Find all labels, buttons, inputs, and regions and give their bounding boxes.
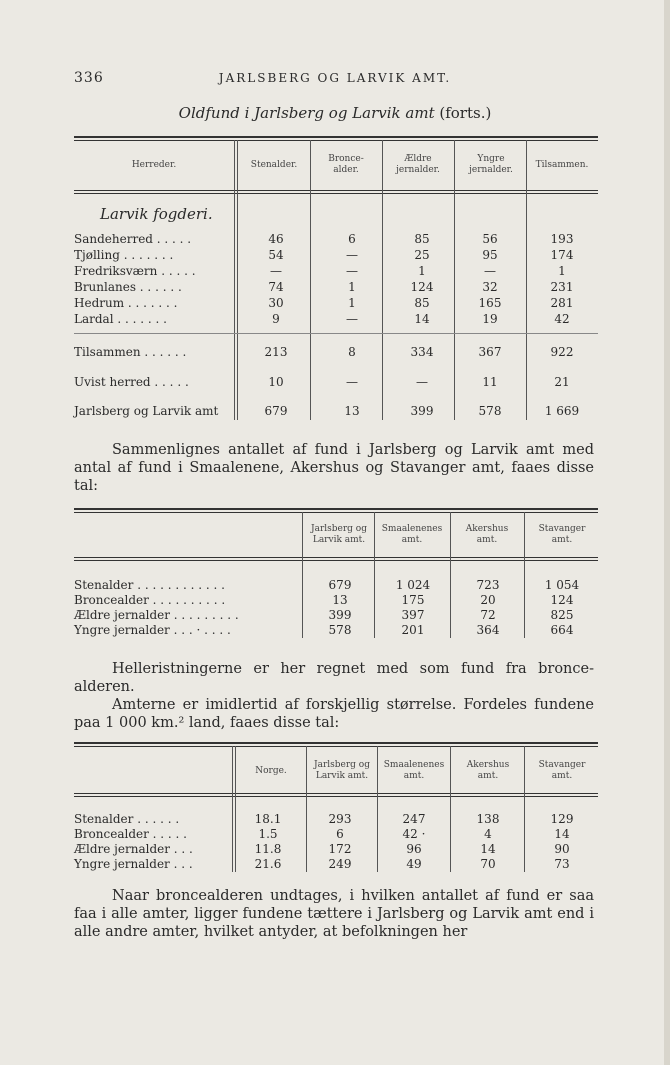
row-label: Broncealder . . . . .: [74, 827, 187, 841]
t1-col-yngre: Yngre jernalder.: [469, 154, 513, 175]
row-value: 90: [554, 842, 570, 856]
row-label: Hedrum . . . . . . .: [74, 296, 178, 310]
row-value: 165: [478, 296, 502, 310]
row-value: 95: [482, 248, 498, 262]
table1-vline: [234, 140, 235, 420]
row-value: 21: [554, 375, 570, 389]
row-value: 10: [268, 375, 284, 389]
table1-total-rule: [74, 333, 598, 334]
t3-col-norge: Norge.: [255, 766, 287, 776]
row-value: —: [346, 248, 358, 262]
table2-top-rule: [74, 508, 598, 510]
t1-col-stenalder: Stenalder.: [250, 160, 298, 170]
row-value: 397: [401, 608, 425, 622]
row-value: 9: [272, 312, 280, 326]
row-value: 138: [476, 812, 500, 826]
table2-top-rule-2: [74, 512, 598, 513]
paragraph-4: [74, 887, 594, 941]
row-value: 30: [268, 296, 284, 310]
row-value: —: [346, 375, 358, 389]
row-value: —: [346, 264, 358, 278]
row-label: Stenalder . . . . . .: [74, 812, 180, 826]
row-value: —: [270, 264, 282, 278]
row-value: 281: [550, 296, 574, 310]
row-value: 18.1: [254, 812, 282, 826]
table3-top-rule-2: [74, 746, 598, 747]
table1-header-rule-2: [74, 193, 598, 194]
table-title: [0, 104, 670, 122]
row-value: 11: [482, 375, 498, 389]
row-value: 14: [554, 827, 570, 841]
table2-vline: [450, 512, 451, 638]
row-value: 85: [414, 296, 430, 310]
row-value: 124: [410, 280, 434, 294]
row-value: 249: [328, 857, 352, 871]
t1-col-herreder: Herreder.: [131, 160, 177, 170]
row-label: Ældre jernalder . . . . . . . . .: [74, 608, 239, 622]
row-value: 8: [348, 345, 356, 359]
row-value: 1: [348, 296, 356, 310]
row-value: 664: [550, 623, 574, 637]
paragraph-4-text: Naar broncealderen undtages, i hvilken antallet af fund er saa faa i alle amter, ligger fundene tættere i Jarlsberg og Larvik amt end i alle andre amter, hvilket antyder, at befolkningen her: [74, 888, 594, 940]
row-label: Tilsammen . . . . . .: [74, 345, 187, 359]
row-value: 1: [348, 280, 356, 294]
paragraph-2-text: Helleristningerne er her regnet med som fund fra bronce-alderen.: [74, 661, 594, 695]
t2-col-akershus: Akershus amt.: [465, 524, 509, 545]
row-value: —: [484, 264, 496, 278]
row-value: 172: [328, 842, 352, 856]
row-value: 54: [268, 248, 284, 262]
t1-col-broncealder: Bronce-alder.: [328, 154, 364, 175]
row-label: Stenalder . . . . . . . . . . . .: [74, 578, 225, 592]
table3-vline: [524, 746, 525, 872]
row-value: 578: [478, 404, 502, 418]
row-value: 825: [550, 608, 574, 622]
table1-header-rule: [74, 190, 598, 191]
table3-vline: [232, 746, 233, 872]
table1-vline: [526, 140, 527, 420]
row-value: 723: [476, 578, 500, 592]
row-label: Uvist herred . . . . .: [74, 375, 189, 389]
row-value: 922: [550, 345, 574, 359]
table3-top-rule: [74, 742, 598, 744]
row-value: 49: [406, 857, 422, 871]
table-title-main: Oldfund i Jarlsberg og Larvik amt: [178, 104, 435, 122]
row-value: 13: [332, 593, 348, 607]
row-value: 85: [414, 232, 430, 246]
row-label: Jarlsberg og Larvik amt: [74, 404, 219, 418]
row-value: 21.6: [254, 857, 282, 871]
row-label: Ældre jernalder . . .: [74, 842, 193, 856]
row-label: Lardal . . . . . . .: [74, 312, 167, 326]
row-value: 74: [268, 280, 284, 294]
paragraph-2: [74, 660, 594, 696]
row-label: Sandeherred . . . . .: [74, 232, 192, 246]
page-number: 336: [74, 70, 104, 86]
t1-col-aeldre: Ældre jernalder.: [396, 154, 440, 175]
table3-header-rule-2: [74, 796, 598, 797]
row-value: 1: [558, 264, 566, 278]
row-value: 1 054: [544, 578, 580, 592]
row-value: 201: [401, 623, 425, 637]
row-value: 231: [550, 280, 574, 294]
t2-col-jarlsberg: Jarlsberg og Larvik amt.: [311, 524, 367, 545]
t3-col-jarlsberg: Jarlsberg og Larvik amt.: [314, 760, 370, 781]
row-value: 6: [336, 827, 344, 841]
row-label: Yngre jernalder . . .: [74, 857, 193, 871]
row-value: 334: [410, 345, 434, 359]
paragraph-3: [74, 696, 594, 732]
row-label: Brunlanes . . . . . .: [74, 280, 182, 294]
row-value: —: [416, 375, 428, 389]
paragraph-3-text: Amterne er imidlertid af forskjellig størrelse. Fordeles fundene paa 1 000 km.² land, faaes disse tal:: [74, 697, 594, 731]
row-label: Broncealder . . . . . . . . . .: [74, 593, 226, 607]
t2-col-stavanger: Stavanger amt.: [538, 524, 586, 545]
t3-col-stavanger: Stavanger amt.: [538, 760, 586, 781]
row-value: 20: [480, 593, 496, 607]
row-value: 46: [268, 232, 284, 246]
row-value: 367: [478, 345, 502, 359]
row-value: 679: [328, 578, 352, 592]
row-value: 73: [554, 857, 570, 871]
row-value: 11.8: [254, 842, 282, 856]
page-edge: [664, 0, 670, 1065]
row-value: 70: [480, 857, 496, 871]
row-value: 399: [328, 608, 352, 622]
row-value: 42: [554, 312, 570, 326]
row-value: 32: [482, 280, 498, 294]
row-value: 19: [482, 312, 498, 326]
table1-vline: [454, 140, 455, 420]
section-title: Larvik fogderi.: [100, 205, 213, 223]
row-label: Yngre jernalder . . . · . . . .: [74, 623, 231, 637]
row-value: —: [346, 312, 358, 326]
row-value: 25: [414, 248, 430, 262]
row-value: 1: [418, 264, 426, 278]
table3-header-rule: [74, 793, 598, 794]
row-value: 13: [344, 404, 360, 418]
row-value: 399: [410, 404, 434, 418]
row-value: 124: [550, 593, 574, 607]
t3-col-smaalenenes: Smaalenenes amt.: [383, 760, 445, 781]
table2-header-rule-2: [74, 560, 598, 561]
row-value: 56: [482, 232, 498, 246]
row-value: 174: [550, 248, 574, 262]
row-label: Tjølling . . . . . . .: [74, 248, 174, 262]
paragraph-1: [74, 441, 594, 495]
row-value: 213: [264, 345, 288, 359]
running-title: JARLSBERG OG LARVIK AMT.: [218, 71, 452, 85]
row-value: 247: [402, 812, 426, 826]
t2-col-smaalenenes: Smaalenenes amt.: [381, 524, 443, 545]
row-value: 578: [328, 623, 352, 637]
row-value: 4: [484, 827, 492, 841]
table1-vline: [310, 140, 311, 420]
row-value: 42 ·: [402, 827, 426, 841]
t1-col-tilsammen: Tilsammen.: [535, 160, 589, 170]
table2-header-rule: [74, 557, 598, 558]
row-value: 129: [550, 812, 574, 826]
row-value: 1 024: [395, 578, 431, 592]
row-value: 1 669: [544, 404, 580, 418]
table1-top-rule-2: [74, 140, 598, 141]
row-value: 175: [401, 593, 425, 607]
row-value: 14: [480, 842, 496, 856]
table1-top-rule: [74, 136, 598, 138]
table3-vline: [450, 746, 451, 872]
row-value: 679: [264, 404, 288, 418]
row-value: 14: [414, 312, 430, 326]
row-value: 6: [348, 232, 356, 246]
row-label: Fredriksværn . . . . .: [74, 264, 196, 278]
row-value: 364: [476, 623, 500, 637]
row-value: 1.5: [258, 827, 278, 841]
table1-vline: [237, 140, 238, 420]
t3-col-akershus: Akershus amt.: [466, 760, 510, 781]
row-value: 72: [480, 608, 496, 622]
row-value: 193: [550, 232, 574, 246]
row-value: 96: [406, 842, 422, 856]
paragraph-1-text: Sammenlignes antallet af fund i Jarlsberg og Larvik amt med antal af fund i Smaalenene, Akershus og Stavanger amt, faaes disse tal:: [74, 442, 594, 494]
table-title-suffix: (forts.): [434, 104, 492, 122]
table2-vline: [524, 512, 525, 638]
row-value: 293: [328, 812, 352, 826]
